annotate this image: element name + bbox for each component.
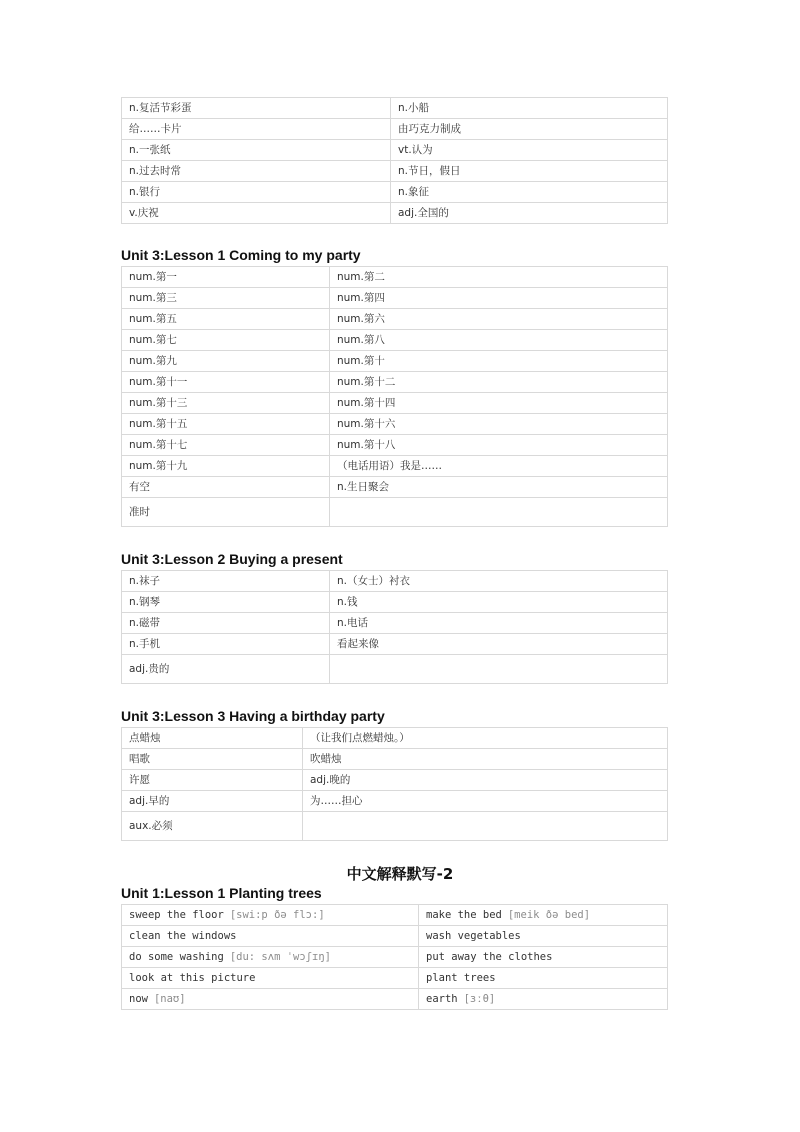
phrase-text: now — [129, 993, 148, 1005]
table-cell — [330, 655, 668, 684]
table-cell: n.小船 — [391, 98, 668, 119]
table-cell: adj.贵的 — [122, 655, 330, 684]
vocab-table-body — [122, 267, 668, 527]
table-row — [122, 393, 668, 414]
table-cell: num.第九 — [122, 351, 330, 372]
vocab-table-body — [122, 905, 668, 1010]
phrase-text: make the bed — [426, 909, 502, 921]
table-row — [122, 182, 668, 203]
table-cell: num.第十九 — [122, 456, 330, 477]
table-row — [122, 905, 668, 926]
table-row — [122, 947, 668, 968]
table-cell — [122, 926, 419, 947]
table-row — [122, 498, 668, 527]
table-row — [122, 203, 668, 224]
table-cell: n.过去时常 — [122, 161, 391, 182]
phrase-text: wash vegetables — [426, 930, 521, 942]
table-cell — [122, 947, 419, 968]
table-row — [122, 770, 668, 791]
table-cell: 吹蜡烛 — [303, 749, 668, 770]
table-cell: n.象征 — [391, 182, 668, 203]
table-cell: n.（女士）衬衣 — [330, 571, 668, 592]
table-cell: 许愿 — [122, 770, 303, 791]
table-cell — [330, 498, 668, 527]
table-cell: 给……卡片 — [122, 119, 391, 140]
table-row — [122, 812, 668, 841]
table-cell: aux.必须 — [122, 812, 303, 841]
table-cell — [122, 968, 419, 989]
vocab-table-planting-trees — [121, 904, 668, 1010]
table-row — [122, 477, 668, 498]
table-cell: adj.早的 — [122, 791, 303, 812]
table-cell: 由巧克力制成 — [391, 119, 668, 140]
table-cell: n.一张纸 — [122, 140, 391, 161]
table-row — [122, 98, 668, 119]
table-cell: num.第一 — [122, 267, 330, 288]
table-cell: num.第二 — [330, 267, 668, 288]
table-row — [122, 372, 668, 393]
table-row — [122, 968, 668, 989]
table-cell: num.第十八 — [330, 435, 668, 456]
vocab-table-body — [122, 571, 668, 684]
table-cell: vt.认为 — [391, 140, 668, 161]
table-row — [122, 613, 668, 634]
table-cell — [303, 812, 668, 841]
vocab-table-body — [122, 98, 668, 224]
table-row — [122, 571, 668, 592]
table-cell: 有空 — [122, 477, 330, 498]
table-row — [122, 140, 668, 161]
table-row — [122, 634, 668, 655]
lesson-title-planting-trees: Unit 1:Lesson 1 Planting trees — [121, 885, 322, 901]
table-cell: n.钱 — [330, 592, 668, 613]
table-row — [122, 267, 668, 288]
table-row — [122, 791, 668, 812]
table-row — [122, 288, 668, 309]
table-cell: num.第十五 — [122, 414, 330, 435]
phrase-text: sweep the floor — [129, 909, 224, 921]
table-cell: n.节日，假日 — [391, 161, 668, 182]
table-cell: num.第十一 — [122, 372, 330, 393]
section-heading: 中文解释默写-2 — [346, 865, 454, 883]
table-cell: n.银行 — [122, 182, 391, 203]
table-cell: num.第十四 — [330, 393, 668, 414]
table-cell: num.第十三 — [122, 393, 330, 414]
table-row — [122, 989, 668, 1010]
table-cell — [419, 968, 668, 989]
phonetic-transcription: [swi:p ðə flɔ:] — [229, 909, 325, 921]
table-cell: （电话用语）我是…… — [330, 456, 668, 477]
table-cell: num.第十六 — [330, 414, 668, 435]
phrase-text: put away the clothes — [426, 951, 553, 963]
table-cell: num.第十 — [330, 351, 668, 372]
table-row — [122, 351, 668, 372]
table-cell: num.第四 — [330, 288, 668, 309]
vocab-table-top — [121, 97, 668, 224]
table-cell: n.磁带 — [122, 613, 330, 634]
table-row — [122, 309, 668, 330]
table-cell: 为……担心 — [303, 791, 668, 812]
table-row — [122, 749, 668, 770]
table-cell: num.第六 — [330, 309, 668, 330]
phrase-text: plant trees — [426, 972, 496, 984]
phonetic-transcription: [ɜːθ] — [463, 993, 496, 1005]
phrase-text: earth — [426, 993, 458, 1005]
table-cell: 看起来像 — [330, 634, 668, 655]
table-cell: （让我们点燃蜡烛。） — [303, 728, 668, 749]
table-row — [122, 161, 668, 182]
table-row — [122, 592, 668, 613]
phrase-text: look at this picture — [129, 972, 256, 984]
table-cell: num.第十七 — [122, 435, 330, 456]
table-cell: n.手机 — [122, 634, 330, 655]
phonetic-transcription: [du: sʌm ˈwɔʃɪŋ] — [229, 951, 331, 963]
phrase-text: do some washing — [129, 951, 224, 963]
table-cell: num.第五 — [122, 309, 330, 330]
table-row — [122, 119, 668, 140]
table-cell: num.第十二 — [330, 372, 668, 393]
table-cell — [419, 926, 668, 947]
lesson-title-having-a-birthday-party: Unit 3:Lesson 3 Having a birthday party — [121, 708, 385, 724]
table-cell: n.复活节彩蛋 — [122, 98, 391, 119]
phrase-text: clean the windows — [129, 930, 237, 942]
table-row — [122, 456, 668, 477]
table-cell: v.庆祝 — [122, 203, 391, 224]
table-cell: n.电话 — [330, 613, 668, 634]
table-cell — [419, 989, 668, 1010]
table-cell — [419, 905, 668, 926]
table-cell: num.第三 — [122, 288, 330, 309]
lesson-title-coming-to-my-party: Unit 3:Lesson 1 Coming to my party — [121, 247, 361, 263]
table-cell: 点蜡烛 — [122, 728, 303, 749]
vocab-table-lesson2 — [121, 570, 668, 684]
table-row — [122, 414, 668, 435]
table-cell: n.钢琴 — [122, 592, 330, 613]
table-cell: n.袜子 — [122, 571, 330, 592]
table-cell: n.生日聚会 — [330, 477, 668, 498]
table-cell: adj.晚的 — [303, 770, 668, 791]
table-cell — [122, 905, 419, 926]
vocab-table-lesson1 — [121, 266, 668, 527]
table-cell: 唱歌 — [122, 749, 303, 770]
table-row — [122, 330, 668, 351]
table-cell: num.第八 — [330, 330, 668, 351]
phonetic-transcription: [naʊ] — [153, 993, 186, 1005]
table-cell — [419, 947, 668, 968]
table-row — [122, 728, 668, 749]
table-row — [122, 655, 668, 684]
vocab-table-lesson3 — [121, 727, 668, 841]
table-row — [122, 926, 668, 947]
table-cell: num.第七 — [122, 330, 330, 351]
lesson-title-buying-a-present: Unit 3:Lesson 2 Buying a present — [121, 551, 343, 567]
table-cell: adj.全国的 — [391, 203, 668, 224]
table-row — [122, 435, 668, 456]
table-cell — [122, 989, 419, 1010]
phonetic-transcription: [meik ðə bed] — [507, 909, 591, 921]
vocab-table-body — [122, 728, 668, 841]
table-cell: 准时 — [122, 498, 330, 527]
